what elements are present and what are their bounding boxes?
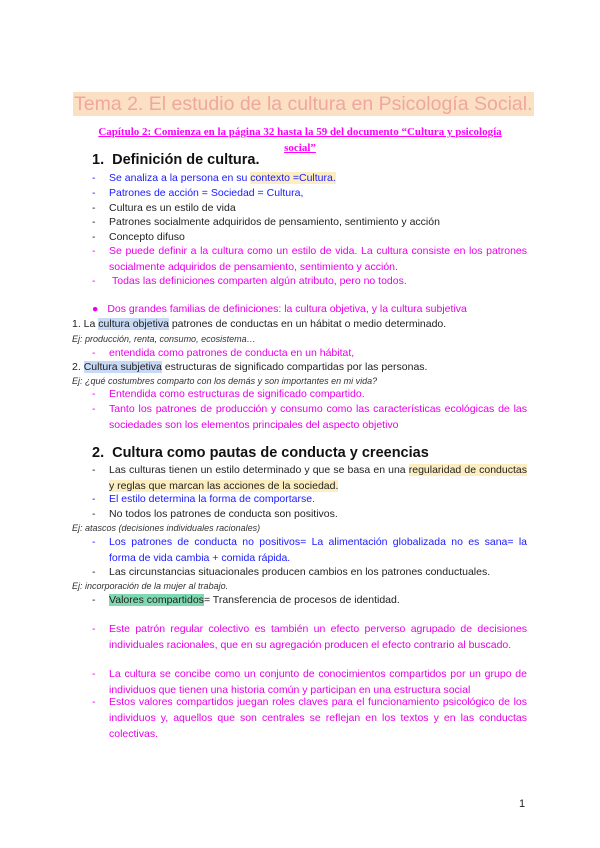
section-1-heading: 1. Definición de cultura.: [92, 152, 260, 168]
s1-bullet-1: - Se analiza a la persona en su contexto =Cultura.: [92, 172, 336, 184]
s1-subjetiva-bullet-1: - Entendida como estructuras de significado compartido.: [92, 388, 365, 400]
example-1: Ej: producción, renta, consumo, ecosistema…: [72, 334, 256, 344]
highlight-cultura-subjetiva: Cultura subjetiva: [83, 361, 162, 373]
s2-bullet-3: - No todos los patrones de conducta son positivos.: [92, 508, 338, 520]
s1-objetiva-bullet: - entendida como patrones de conducta en un hábitat,: [92, 347, 355, 359]
highlight-cultura-objetiva: cultura objetiva: [98, 318, 169, 330]
highlight-valores-compartidos: Valores compartidos: [109, 594, 204, 606]
s2-bullet-2: - El estilo determina la forma de comportarse.: [92, 493, 316, 505]
s1-bullet-4: - Patrones socialmente adquiridos de pensamiento, sentimiento y acción: [92, 216, 440, 228]
s1-bullet-3: - Cultura es un estilo de vida: [92, 202, 236, 214]
s1-dot-bullet: ● Dos grandes familias de definiciones: la cultura objetiva, y la cultura subjetiva: [92, 303, 467, 315]
example-4: Ej: incorporación de la mujer al trabajo.: [72, 581, 229, 591]
s1-subjetiva-bullet-2: - Tanto los patrones de producción y consumo como las características ecológicas de las sociedades son los elementos principales del aspecto objetivo: [92, 403, 527, 431]
s1-bullet-2: - Patrones de acción = Sociedad = Cultura,: [92, 187, 304, 199]
highlight-regularidad: regularidad de conductas y reglas que marcan las acciones de la sociedad.: [109, 464, 527, 492]
example-3: Ej: atascos (decisiones individuales racionales): [72, 523, 261, 533]
s2-bullet-6: - Valores compartidos= Transferencia de procesos de identidad.: [92, 594, 400, 606]
s2-bullet-1: - Las culturas tienen un estilo determinado y que se basa en una regularidad de conductas y reglas que marcan las acciones de la sociedad.: [92, 464, 527, 492]
s1-bullet-7: - Todas las definiciones comparten algún atributo, pero no todos.: [92, 275, 407, 287]
s1-bullet-5: - Concepto difuso: [92, 231, 185, 243]
s2-bullet-8: - La cultura se concibe como un conjunto de conocimientos compartidos por un grupo de individuos que tienen una historia común y participan en una estructura social: [92, 668, 527, 696]
s2-bullet-5: - Las circunstancias situacionales producen cambios en los patrones conductuales.: [92, 566, 491, 578]
s2-bullet-9: - Estos valores compartidos juegan roles claves para el funcionamiento psicológico de los individuos y, aquellos que son centrales se reflejan en los textos y en las conductas colectivas.: [92, 696, 527, 740]
section-2-heading: 2. Cultura como pautas de conducta y creencias: [92, 445, 429, 461]
page-number: 1: [519, 798, 526, 810]
chapter-line-1: Capítulo 2: Comienza en la página 32 hasta la 59 del documento “Cultura y psicología: [98, 126, 502, 138]
cultura-objetiva-line: 1. La cultura objetiva patrones de conductas en un hábitat o medio determinado.: [72, 318, 447, 330]
highlight-contexto: contexto =Cultura.: [250, 172, 336, 184]
example-2: Ej: ¿qué costumbres comparto con los demás y son importantes en mi vida?: [72, 376, 378, 386]
page-title: Tema 2. El estudio de la cultura en Psicología Social.: [74, 93, 533, 115]
cultura-subjetiva-line: 2. Cultura subjetiva estructuras de significado compartidas por las personas.: [72, 361, 428, 373]
s1-bullet-6: - Se puede definir a la cultura como un estilo de vida. La cultura consiste en los patrones socialmente adquiridos de pensamiento, sentimiento y acción.: [92, 245, 527, 273]
s2-bullet-7: - Este patrón regular colectivo es también un efecto perverso agrupado de decisiones individuales racionales, que en su agregación producen el efecto contrario al buscado.: [92, 623, 527, 651]
chapter-line-2: social”: [284, 142, 316, 154]
s2-bullet-4: - Los patrones de conducta no positivos= La alimentación globalizada no es sana= la forma de vida cambia + comida rápida.: [92, 536, 527, 564]
